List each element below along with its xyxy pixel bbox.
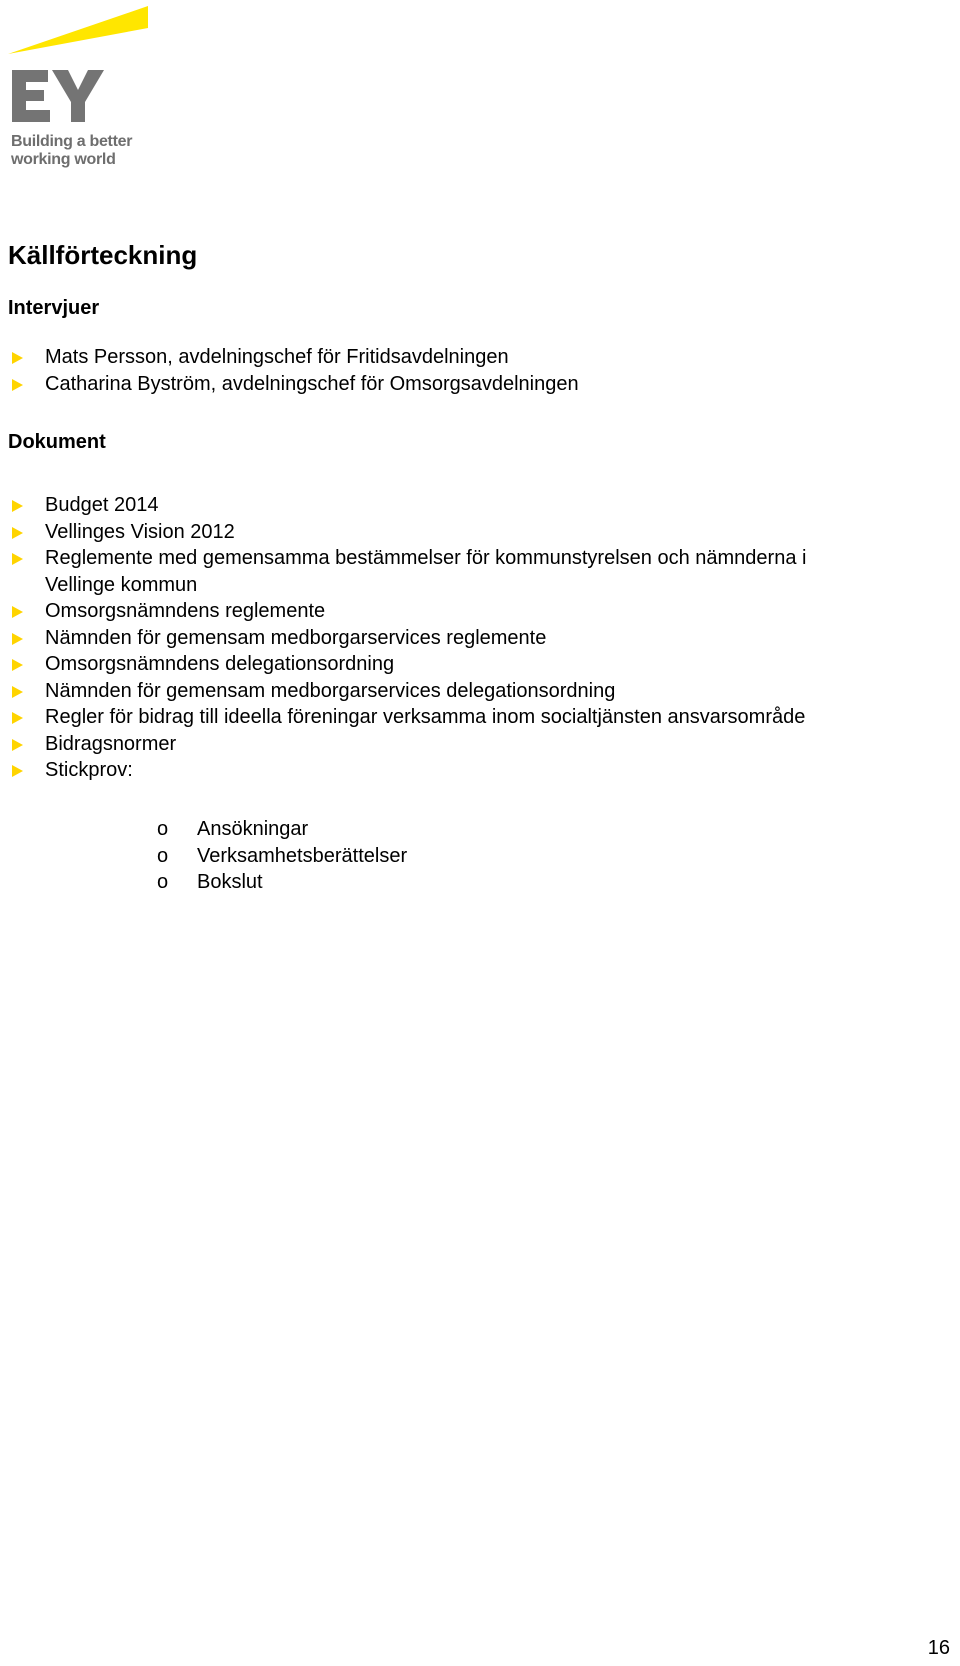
- ey-logo-mark: [8, 4, 168, 134]
- logo-tagline: [11, 133, 132, 169]
- bullet-icon: [12, 527, 23, 539]
- tagline-line-1: Building a better: [11, 133, 133, 150]
- list-item: Mats Persson, avdelningschef för Fritidsavdelningen: [8, 344, 579, 371]
- section-heading-dokument: Dokument: [8, 431, 106, 453]
- page-number: 16: [927, 1637, 950, 1659]
- bullet-icon: [12, 633, 23, 645]
- list-item: Budget 2014: [8, 492, 806, 519]
- sublist-item: o Verksamhetsberättelser: [8, 843, 407, 870]
- list-item: Regler för bidrag till ideella föreningar verksamma inom socialtjänsten ansvarsområde: [8, 704, 806, 731]
- bullet-icon: [12, 686, 23, 698]
- list-item: Stickprov:: [8, 757, 806, 784]
- sublist-item: o Ansökningar: [8, 816, 407, 843]
- list-item: Reglemente med gemensamma bestämmelser för kommunstyrelsen och nämnderna i: [8, 545, 806, 572]
- sublist-marker: o: [157, 818, 169, 840]
- page-title: Källförteckning: [8, 240, 198, 270]
- ey-logo-letter-y: [52, 70, 104, 122]
- bullet-icon: [12, 352, 23, 364]
- tagline-line-2: working world: [11, 151, 116, 168]
- sublist-marker: o: [157, 844, 169, 867]
- list-item: Catharina Byström, avdelningschef för Omsorgsavdelningen: [8, 371, 579, 398]
- bullet-icon: [12, 500, 23, 512]
- bullet-icon: [12, 765, 23, 777]
- bullet-icon: [12, 712, 23, 724]
- list-item: Omsorgsnämndens delegationsordning: [8, 651, 806, 678]
- document-list: [8, 492, 806, 784]
- sublist-item: o Bokslut: [8, 869, 407, 896]
- sublist-marker: o: [157, 871, 169, 893]
- ey-logo-letter-e: [12, 70, 50, 122]
- list-item-continuation: Vellinge kommun: [45, 573, 198, 596]
- bullet-icon: [12, 606, 23, 618]
- ey-logo-beam: [8, 6, 148, 54]
- bullet-icon: [12, 659, 23, 671]
- list-item: Vellinges Vision 2012: [8, 519, 806, 546]
- list-item: Nämnden för gemensam medborgarservices delegationsordning: [8, 678, 806, 705]
- section-heading-intervjuer: Intervjuer: [8, 297, 100, 319]
- bullet-icon: [12, 553, 23, 565]
- interview-list: [8, 344, 579, 397]
- list-item: Bidragsnormer: [8, 731, 806, 758]
- stickprov-sublist: [8, 816, 407, 896]
- list-item: Omsorgsnämndens reglemente: [8, 598, 806, 625]
- bullet-icon: [12, 739, 23, 751]
- list-item: Nämnden för gemensam medborgarservices reglemente: [8, 625, 806, 652]
- bullet-icon: [12, 379, 23, 391]
